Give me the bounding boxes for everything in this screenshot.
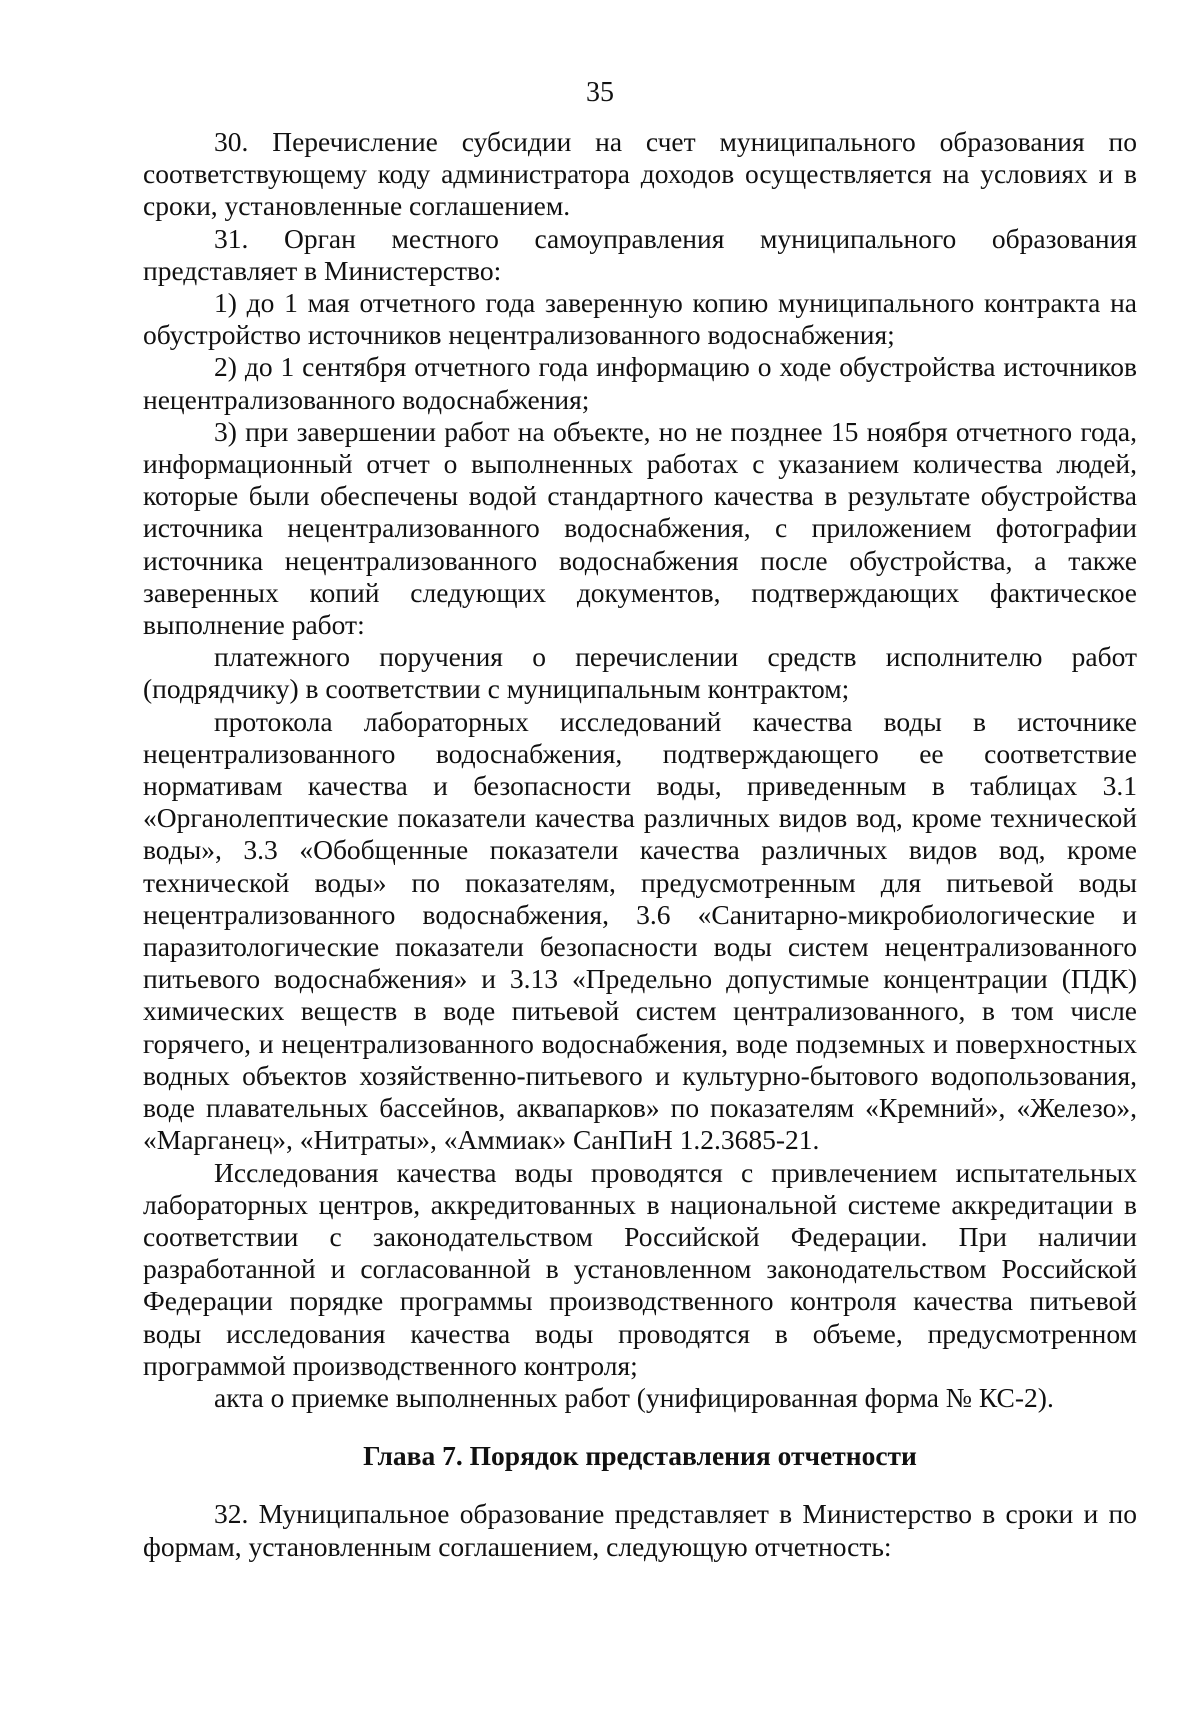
payment-order-paragraph: платежного поручения о перечислении средств исполнителю работ (подрядчику) в соответствии с муниципальным контрактом; [143,641,1137,705]
paragraph-32: 32. Муниципальное образование представляет в Министерство в сроки и по формам, установленным соглашением, следующую отчетность: [143,1498,1137,1562]
paragraph-31-item-1: 1) до 1 мая отчетного года заверенную копию муниципального контракта на обустройство источников нецентрализованного водоснабжения; [143,287,1137,351]
water-research-paragraph: Исследования качества воды проводятся с привлечением испытательных лабораторных центров, аккредитованных в национальной системе аккредитации в соответствии с законодательством Российской Федерации. При наличии разработанной и согласованной в установленном законодательством Российской Федерации порядке программы производственного контроля качества питьевой воды исследования качества воды проводятся в объеме, предусмотренном программой производственного контроля; [143,1156,1137,1381]
document-body [143,126,1137,1563]
lab-protocol-paragraph: протокола лабораторных исследований качества воды в источнике нецентрализованного водоснабжения, подтверждающего ее соответствие нормативам качества и безопасности воды, приведенным в таблицах 3.1 «Органолептические показатели качества различных видов вод, кроме технической воды», 3.3 «Обобщенные показатели качества различных видов вод, кроме технической воды» по показателям, предусмотренным для питьевой воды нецентрализованного водоснабжения, 3.6 «Санитарно-микробиологические и паразитологические показатели безопасности воды систем нецентрализованного питьевого водоснабжения» и 3.13 «Предельно допустимые концентрации (ПДК) химических веществ в воде питьевой систем централизованного, в том числе горячего, и нецентрализованного водоснабжения, воде подземных и поверхностных водных объектов хозяйственно-питьевого и культурно-бытового водопользования, воде плавательных бассейнов, аквапарков» по показателям «Кремний», «Железо», «Марганец», «Нитраты», «Аммиак» СанПиН 1.2.3685-21. [143,705,1137,1156]
paragraph-31-item-3: 3) при завершении работ на объекте, но не позднее 15 ноября отчетного года, информационный отчет о выполненных работах с указанием количества людей, которые были обеспечены водой стандартного качества в результате обустройства источника нецентрализованного водоснабжения, с приложением фотографии источника нецентрализованного водоснабжения после обустройства, а также заверенных копий следующих документов, подтверждающих фактическое выполнение работ: [143,415,1137,641]
paragraph-31-item-2: 2) до 1 сентября отчетного года информацию о ходе обустройства источников нецентрализованного водоснабжения; [143,351,1137,415]
paragraph-30: 30. Перечисление субсидии на счет муниципального образования по соответствующему коду администратора доходов осуществляется на условиях и в сроки, установленные соглашением. [143,126,1137,222]
acceptance-act-paragraph: акта о приемке выполненных работ (унифицированная форма № КС-2). [214,1381,1054,1413]
page-number: 35 [586,77,614,108]
chapter-heading: Глава 7. Порядок представления отчетности [363,1440,917,1472]
paragraph-31: 31. Орган местного самоуправления муниципального образования представляет в Министерство: [143,222,1137,286]
